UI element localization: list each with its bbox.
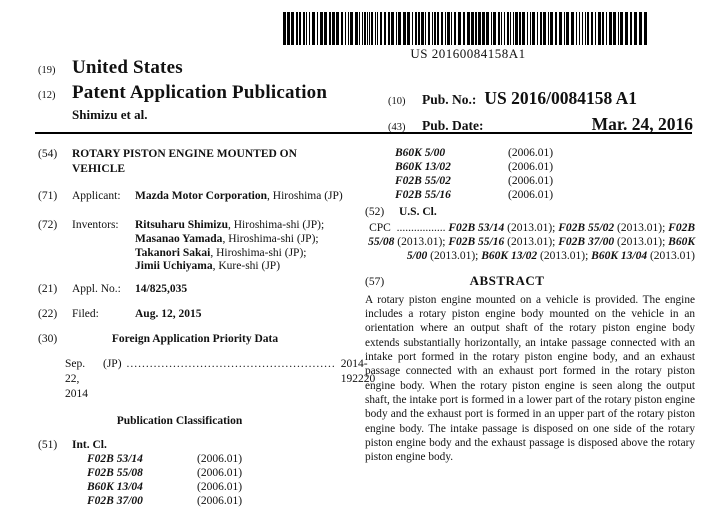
- cpc-segment: (2013.01);: [537, 250, 592, 263]
- int-cl-row: B60K 13/04 (2006.01): [87, 480, 243, 493]
- inventors-label: Inventors:: [72, 219, 119, 231]
- cpc-segment: (2013.01);: [614, 222, 669, 234]
- kind-code-10: (10): [388, 96, 406, 107]
- priority-country: (JP): [103, 358, 122, 371]
- priority-number: 2014-192220: [340, 358, 376, 386]
- barcode-number: US 20160084158A1: [410, 46, 526, 61]
- cpc-segment: (2013.01);: [504, 236, 559, 249]
- int-cl-row: F02B 53/14 (2006.01): [87, 453, 243, 466]
- int-cl-row: B60K 5/00 (2006.01): [395, 147, 554, 159]
- field-code-30: (30): [38, 333, 58, 346]
- us-cl-label: U.S. Cl.: [399, 206, 437, 218]
- applicant-label: Applicant:: [72, 190, 121, 202]
- invention-title: ROTARY PISTON ENGINE MOUNTED ON VEHICLE: [72, 148, 297, 175]
- int-cl-list: [38, 453, 351, 508]
- kind-code-19: (19): [38, 65, 56, 76]
- cpc-segment: F02B 55/08: [368, 222, 695, 249]
- field-code-71: (71): [38, 190, 58, 202]
- cpc-segment: F02B 53/14: [448, 222, 505, 234]
- cpc-segment: (2013.01): [647, 250, 695, 263]
- int-cl-row: B60K 13/02 (2006.01): [395, 161, 554, 173]
- header-divider: [35, 132, 692, 134]
- pub-no-value: US 2016/0084158 A1: [484, 88, 638, 108]
- field-code-54: (54): [38, 148, 58, 160]
- field-code-51: (51): [38, 439, 58, 452]
- cpc-segment: B60K 13/02: [481, 250, 538, 263]
- author-line: Shimizu et al.: [72, 107, 148, 122]
- dot-leader: ......................................................: [126, 358, 336, 371]
- inventor-line: Ritsuharu Shimizu, Hiroshima-shi (JP);: [135, 219, 325, 231]
- applicant-name: Mazda Motor Corporation: [135, 190, 268, 202]
- priority-heading: Foreign Application Priority Data: [111, 333, 279, 346]
- applicant-value: [135, 189, 351, 204]
- title-section: [38, 147, 351, 177]
- appl-no-section: [38, 282, 351, 297]
- inventor-line: Masanao Yamada, Hiroshima-shi (JP);: [135, 232, 319, 245]
- int-cl-section: [38, 438, 351, 453]
- abstract-text: A rotary piston engine mounted on a vehicle is provided. The engine includes a rotary piston engine body mounted on the vehicle in an orientation where an output shaft of the rotary piston engine body extends substantially horizontally, an intake passage connected with an intake port formed in the rotary piston engine body, and an exhaust passage connected with an exhaust port formed in the rotary piston engine body. When the rotary piston engine is seen along the output shaft, the intake port is formed in a lower part of the rotary piston engine body and the exhaust port is formed in an upper part of the rotary piston engine body. The intake passage is disposed on one side of the rotary piston engine body and the exhaust passage is disposed above the rotary piston engine body.: [365, 293, 695, 464]
- field-code-72: (72): [38, 219, 58, 231]
- pub-date-value: Mar. 24, 2016: [591, 114, 693, 134]
- barcode-block: [283, 12, 653, 61]
- country-name: United States: [72, 57, 183, 78]
- cpc-segment: F02B 37/00: [558, 236, 615, 249]
- pub-no-label: Pub. No.:: [422, 92, 477, 107]
- int-cl-label: Int. Cl.: [72, 439, 107, 452]
- int-cl-row: F02B 55/16 (2006.01): [395, 189, 554, 201]
- priority-entry: [38, 357, 376, 402]
- priority-section: [38, 332, 351, 347]
- cpc-segment: (2013.01);: [427, 250, 482, 263]
- filed-section: [38, 307, 351, 322]
- inventor-line: Takanori Sakai, Hiroshima-shi (JP);: [135, 246, 307, 259]
- cpc-segment: (2013.01);: [394, 236, 449, 249]
- cpc-prefix: CPC: [369, 222, 391, 234]
- field-code-57: (57): [365, 275, 385, 288]
- field-code-52: (52): [365, 206, 385, 218]
- filed-value: Aug. 12, 2015: [135, 308, 202, 321]
- pub-date-label: Pub. Date:: [422, 118, 484, 133]
- appl-no-value: 14/825,035: [135, 283, 188, 296]
- cpc-segment: B60K 13/04: [591, 250, 648, 263]
- int-cl-continued-list: [365, 146, 695, 202]
- cpc-segment: (2013.01);: [614, 236, 669, 249]
- abstract-heading: ABSTRACT: [469, 272, 545, 288]
- inventors-list: [135, 219, 351, 274]
- kind-code-43: (43): [388, 122, 406, 133]
- cpc-segment: B60K 5/00: [406, 236, 695, 263]
- int-cl-row: F02B 55/08 (2006.01): [87, 466, 243, 479]
- applicant-section: [38, 189, 351, 204]
- cpc-dot-leader: .................: [396, 222, 446, 234]
- inventor-line: Jimii Uchiyama, Kure-shi (JP): [135, 260, 281, 273]
- document-type: Patent Application Publication: [72, 82, 328, 103]
- priority-date: Sep. 22, 2014: [65, 358, 88, 401]
- abstract-heading-row: [365, 273, 695, 290]
- int-cl-row: F02B 55/02 (2006.01): [395, 175, 554, 187]
- header-left: [38, 55, 327, 125]
- cpc-segment: F02B 55/02: [558, 222, 615, 234]
- cpc-classification: [365, 221, 695, 264]
- field-code-22: (22): [38, 308, 58, 321]
- int-cl-row: F02B 37/00 (2006.01): [87, 494, 243, 507]
- cpc-segment: (2013.01);: [504, 222, 559, 234]
- applicant-location: , Hiroshima (JP): [267, 190, 343, 202]
- appl-no-label: Appl. No.:: [72, 283, 121, 296]
- inventors-section: [38, 218, 351, 274]
- right-column: [365, 146, 695, 465]
- barcode-icon: [283, 12, 653, 45]
- field-code-21: (21): [38, 283, 58, 296]
- cpc-segment: F02B 55/16: [448, 236, 505, 249]
- filed-label: Filed:: [72, 308, 99, 321]
- publication-classification-heading: Publication Classification: [116, 415, 243, 428]
- us-cl-section: [365, 205, 695, 220]
- kind-code-12: (12): [38, 90, 56, 101]
